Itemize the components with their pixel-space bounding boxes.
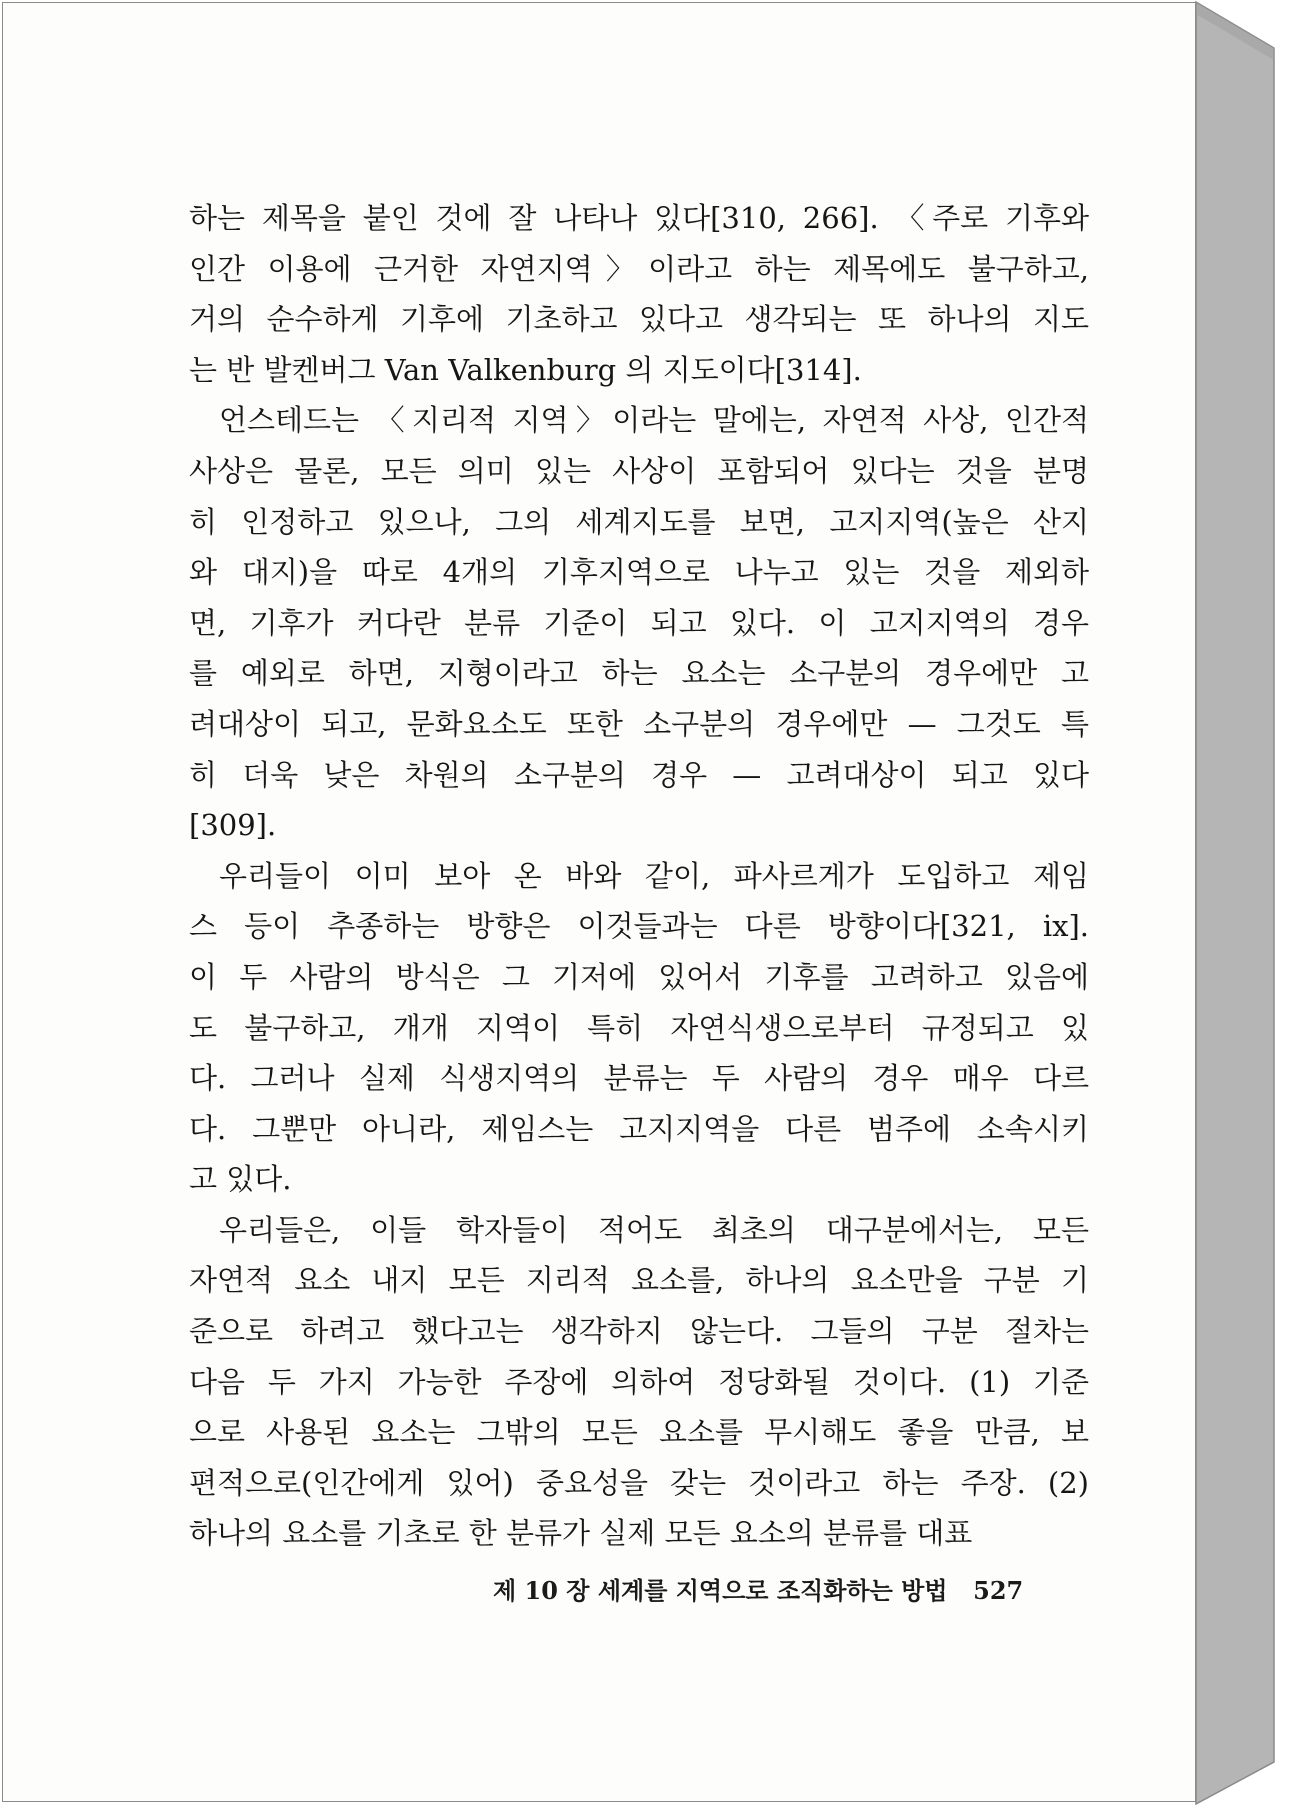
paragraph: [189, 395, 1089, 850]
text-line: 하나의 요소를 기초로 한 분류가 실제 모든 요소의 분류를 대표: [189, 1516, 973, 1551]
paragraph: [189, 851, 1089, 1205]
text-line: 려대상이 되고, 문화요소도 또한 소구분의 경우에만 — 그것도 특: [189, 706, 1089, 741]
text-line: 거의 순수하게 기후에 기초하고 있다고 생각되는 또 하나의 지도: [189, 302, 1089, 337]
text-line: 다음 두 가지 가능한 주장에 의하여 정당화될 것이다. (1) 기준: [189, 1364, 1089, 1399]
text-line: 자연적 요소 내지 모든 지리적 요소를, 하나의 요소만을 구분 기: [189, 1263, 1089, 1298]
text-line: 편적으로(인간에게 있어) 중요성을 갖는 것이라고 하는 주장. (2): [189, 1465, 1089, 1500]
page-footer: [493, 1571, 1053, 1611]
text-line: 하는 제목을 붙인 것에 잘 나타나 있다[310, 266]. 〈주로 기후와: [189, 201, 1089, 235]
text-line: 이 두 사람의 방식은 그 기저에 있어서 기후를 고려하고 있음에: [189, 959, 1089, 994]
text-line: 인간 이용에 근거한 자연지역〉이라고 하는 제목에도 불구하고,: [189, 251, 1089, 286]
page-number: 527: [973, 1576, 1024, 1605]
text-line: 다. 그러나 실제 식생지역의 분류는 두 사람의 경우 매우 다르: [189, 1061, 1089, 1096]
text-line: 도 불구하고, 개개 지역이 특히 자연식생으로부터 규정되고 있: [189, 1010, 1089, 1045]
text-line: 사상은 물론, 모든 의미 있는 사상이 포함되어 있다는 것을 분명: [189, 453, 1089, 488]
book-page: [2, 2, 1196, 1802]
text-line: 히 더욱 낮은 차원의 소구분의 경우 — 고려대상이 되고 있다: [189, 757, 1089, 792]
text-line: 와 대지)을 따로 4개의 기후지역으로 나누고 있는 것을 제외하: [189, 555, 1089, 590]
text-line: 면, 기후가 커다란 분류 기준이 되고 있다. 이 고지지역의 경우: [189, 605, 1089, 640]
text-line: 는 반 발켄버그 Van Valkenburg 의 지도이다[314].: [189, 352, 862, 387]
text-line: 히 인정하고 있으나, 그의 세계지도를 보면, 고지지역(높은 산지: [189, 504, 1089, 539]
text-line: 으로 사용된 요소는 그밖의 모든 요소를 무시해도 좋을 만큼, 보: [189, 1415, 1089, 1450]
text-line: 고 있다.: [189, 1162, 292, 1197]
paragraph: [189, 193, 1089, 395]
text-line: 준으로 하려고 했다고는 생각하지 않는다. 그들의 구분 절차는: [189, 1314, 1089, 1349]
text-line: [309].: [189, 808, 277, 843]
body-text: [189, 193, 1089, 1559]
chapter-title: 제 10 장 세계를 지역으로 조직화하는 방법: [493, 1576, 948, 1605]
text-line: 우리들은, 이들 학자들이 적어도 최초의 대구분에서는, 모든: [219, 1212, 1089, 1247]
text-line: 를 예외로 하면, 지형이라고 하는 요소는 소구분의 경우에만 고: [189, 656, 1089, 691]
text-line: 다. 그뿐만 아니라, 제임스는 고지지역을 다른 범주에 소속시키: [189, 1111, 1089, 1146]
text-line: 스 등이 추종하는 방향은 이것들과는 다른 방향이다[321, ix].: [189, 909, 1089, 944]
text-line: 우리들이 이미 보아 온 바와 같이, 파사르게가 도입하고 제임: [219, 858, 1089, 893]
paragraph: [189, 1205, 1089, 1559]
text-line: 언스테드는 〈지리적 지역〉이라는 말에는, 자연적 사상, 인간적: [219, 403, 1089, 438]
